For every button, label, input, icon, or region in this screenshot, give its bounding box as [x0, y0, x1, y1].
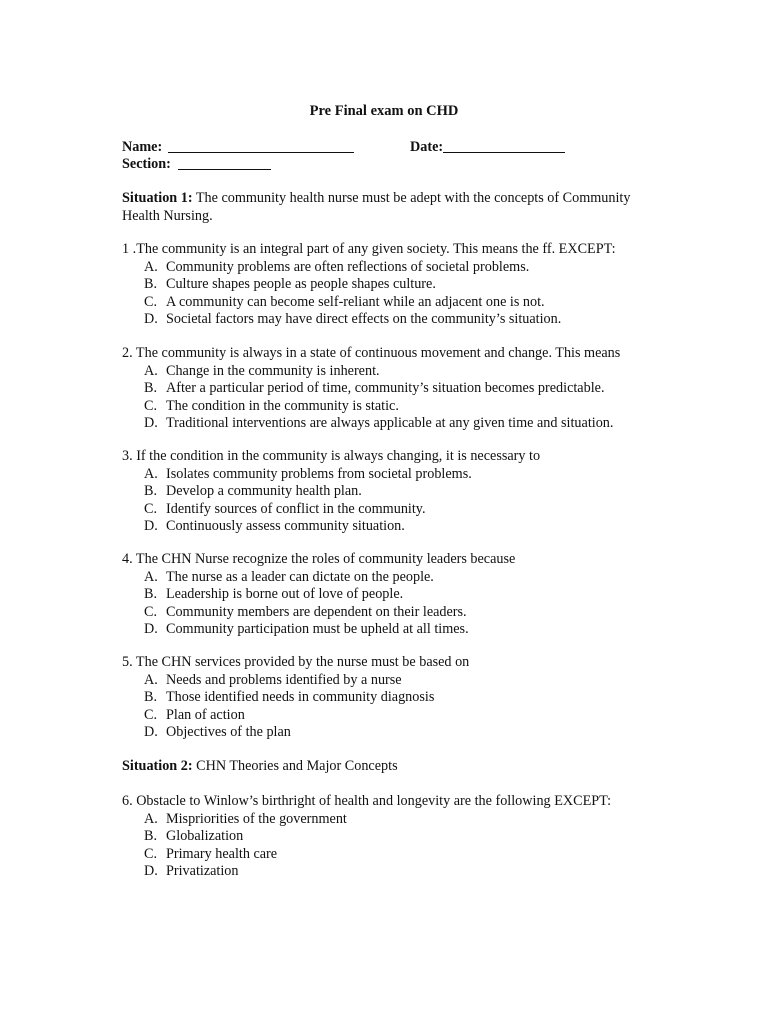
date-blank-line — [443, 152, 565, 153]
section-blank-line — [178, 169, 271, 170]
question-stem: 2. The community is always in a state of continuous movement and change. This means — [122, 345, 621, 361]
situation-1-text: The community health nurse must be adept with the concepts of Community — [192, 190, 631, 206]
question-stem: 3. If the condition in the community is always changing, it is necessary to — [122, 448, 541, 464]
answer-option: B. Those identified needs in community diagnosis — [144, 689, 435, 705]
question-3 — [122, 448, 662, 536]
question-1 — [122, 241, 662, 329]
answer-option: C. Plan of action — [144, 706, 245, 723]
situation-2 — [122, 758, 662, 776]
name-label: Name: — [122, 139, 163, 155]
answer-option: B. After a particular period of time, community’s situation becomes predictable. — [144, 380, 605, 396]
situation-1-text-cont: Health Nursing. — [122, 207, 213, 224]
answer-option: C. A community can become self-reliant while an adjacent one is not. — [144, 293, 545, 310]
answer-option: B. Leadership is borne out of love of people. — [144, 586, 404, 602]
name-blank-line — [168, 152, 354, 153]
situation-2-label: Situation 2: — [122, 758, 193, 774]
question-stem: 5. The CHN services provided by the nurse must be based on — [122, 654, 470, 670]
answer-option: D. Community participation must be upheld at all times. — [144, 621, 469, 637]
situation-1 — [122, 190, 662, 225]
answer-option: D. Objectives of the plan — [144, 724, 291, 740]
question-6 — [122, 793, 662, 881]
answer-option: D. Societal factors may have direct effects on the community’s situation. — [144, 311, 562, 327]
question-5 — [122, 654, 662, 742]
answer-option: C. Community members are dependent on their leaders. — [144, 603, 467, 620]
date-label: Date: — [410, 139, 444, 155]
question-2 — [122, 345, 662, 433]
question-4 — [122, 551, 662, 639]
question-stem: 6. Obstacle to Winlow’s birthright of health and longevity are the following EXCEPT: — [122, 793, 612, 809]
answer-option: C. The condition in the community is static. — [144, 397, 399, 414]
question-stem: 1 .The community is an integral part of any given society. This means the ff. EXCEPT: — [122, 241, 616, 257]
page-title: Pre Final exam on CHD — [309, 103, 459, 119]
answer-option: B. Globalization — [144, 828, 244, 844]
answer-option: B. Develop a community health plan. — [144, 483, 362, 499]
answer-option: A. Needs and problems identified by a nurse — [144, 671, 402, 688]
section-label: Section: — [122, 156, 171, 172]
answer-option: A. Mispriorities of the government — [144, 810, 347, 827]
answer-option: C. Identify sources of conflict in the community. — [144, 500, 426, 517]
situation-2-text: CHN Theories and Major Concepts — [192, 758, 398, 774]
answer-option: D. Traditional interventions are always applicable at any given time and situation. — [144, 415, 614, 431]
answer-option: A. Community problems are often reflections of societal problems. — [144, 258, 530, 275]
answer-option: D. Privatization — [144, 863, 239, 879]
answer-option: A. Isolates community problems from societal problems. — [144, 465, 472, 482]
answer-option: A. The nurse as a leader can dictate on the people. — [144, 568, 434, 585]
question-stem: 4. The CHN Nurse recognize the roles of community leaders because — [122, 551, 516, 567]
answer-option: D. Continuously assess community situation. — [144, 518, 405, 534]
answer-option: B. Culture shapes people as people shapes culture. — [144, 276, 436, 292]
answer-option: C. Primary health care — [144, 845, 278, 862]
situation-1-label: Situation 1: — [122, 190, 193, 206]
answer-option: A. Change in the community is inherent. — [144, 362, 380, 379]
